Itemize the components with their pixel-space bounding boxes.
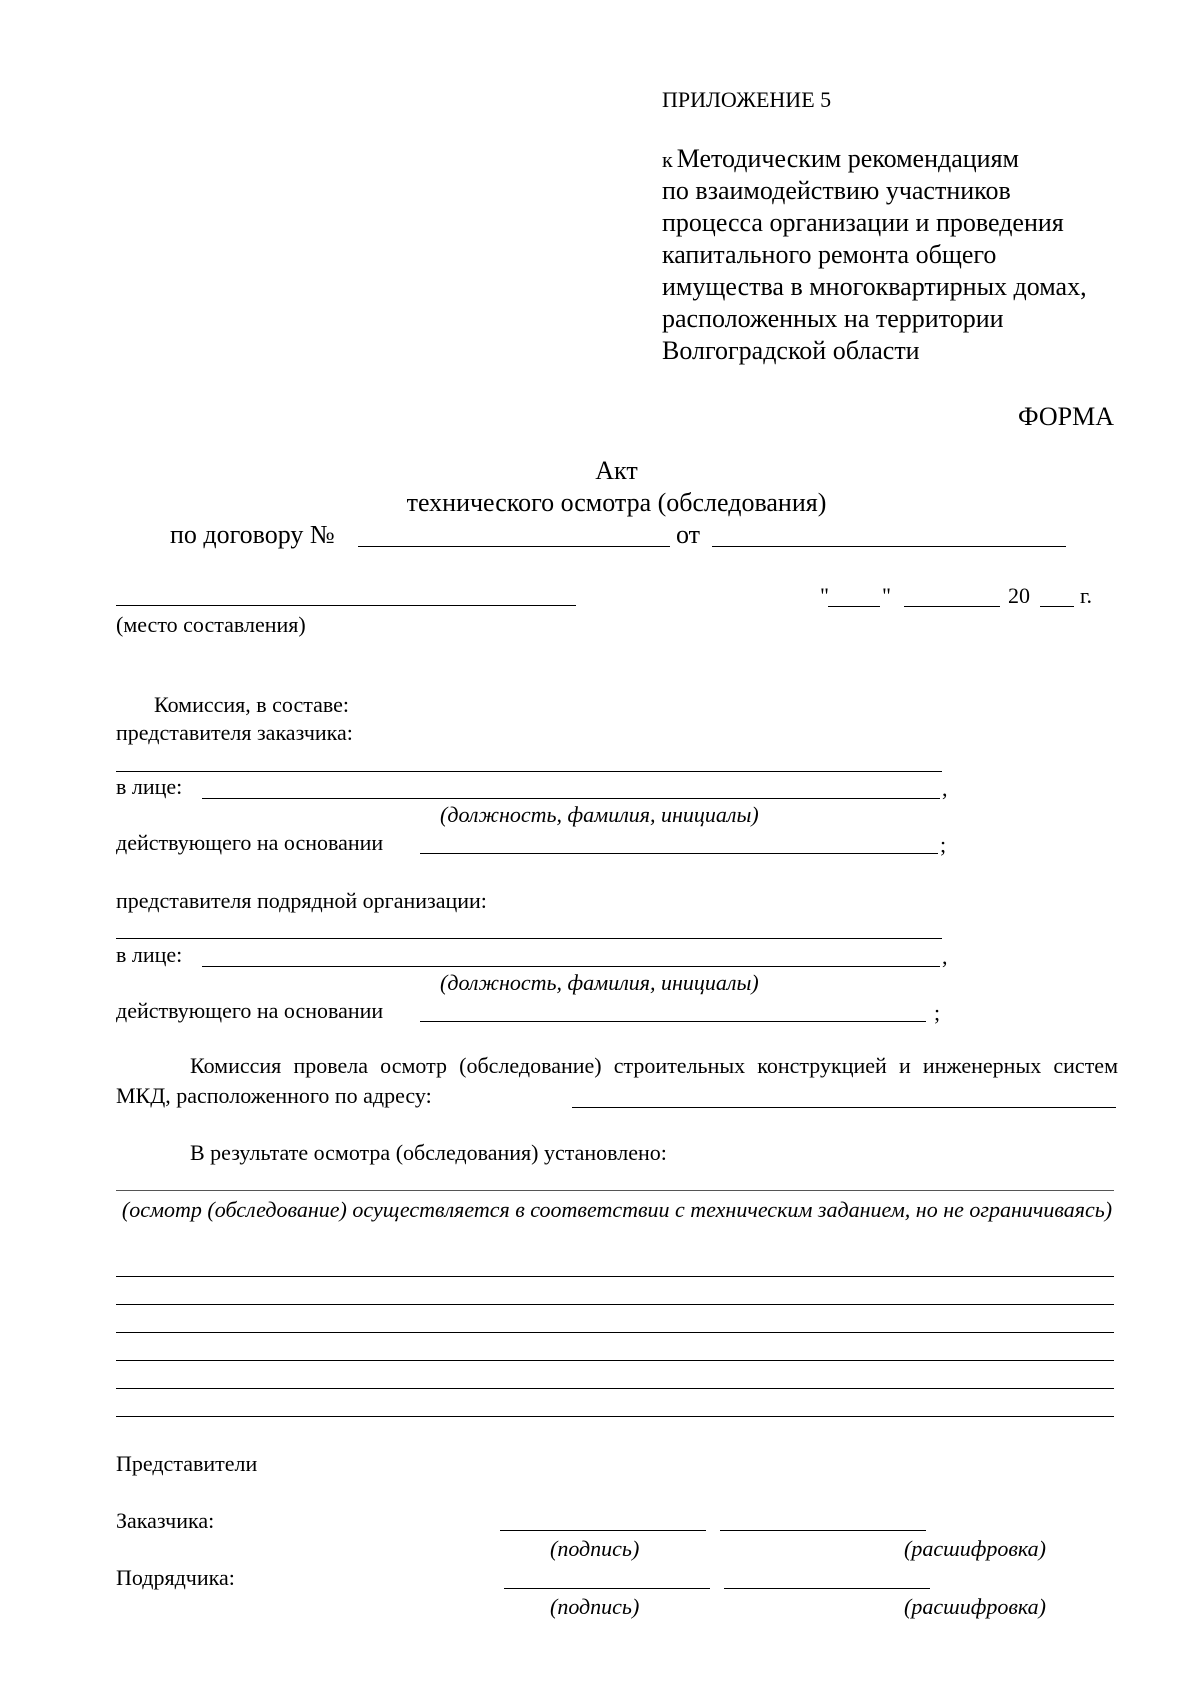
contractor-signature-label: Подрядчика: bbox=[116, 1565, 235, 1590]
result-line-3[interactable] bbox=[116, 1332, 1114, 1333]
contractor-decode-field[interactable] bbox=[724, 1588, 930, 1589]
date-quote-close: " bbox=[882, 583, 891, 608]
date-year-suffix: г. bbox=[1080, 583, 1093, 608]
contractor-person-comma: , bbox=[942, 944, 948, 969]
contractor-rep-label: представителя подрядной организации: bbox=[116, 888, 487, 913]
inspection-text: Комиссия провела осмотр (обследование) строительных конструкцией и инженерных систем МКД, расположенного по адресу: bbox=[116, 1053, 1118, 1108]
result-heading-line[interactable] bbox=[116, 1190, 1114, 1191]
appendix-title: ПРИЛОЖЕНИЕ 5 bbox=[662, 87, 832, 112]
customer-signature-label: Заказчика: bbox=[116, 1508, 215, 1533]
customer-decode-field[interactable] bbox=[720, 1530, 926, 1531]
customer-person-comma: , bbox=[942, 776, 948, 801]
appendix-line-3: процесса организации и проведения bbox=[662, 208, 1064, 237]
customer-signature-field[interactable] bbox=[500, 1530, 706, 1531]
act-subtitle: технического осмотра (обследования) bbox=[406, 488, 827, 517]
date-year-field[interactable] bbox=[1040, 606, 1074, 607]
customer-rep-label: представителя заказчика: bbox=[116, 720, 353, 745]
result-line-6[interactable] bbox=[116, 1416, 1114, 1417]
customer-decode-hint: (расшифровка) bbox=[904, 1536, 1046, 1561]
customer-position-hint: (должность, фамилия, инициалы) bbox=[440, 802, 759, 827]
contract-number-field[interactable] bbox=[358, 546, 670, 547]
address-field[interactable] bbox=[572, 1107, 1116, 1108]
contractor-basis-field[interactable] bbox=[420, 1021, 926, 1022]
contractor-position-hint: (должность, фамилия, инициалы) bbox=[440, 970, 759, 995]
place-caption: (место составления) bbox=[116, 612, 306, 637]
contractor-signature-hint: (подпись) bbox=[550, 1594, 640, 1619]
result-label: В результате осмотра (обследования) установлено: bbox=[190, 1140, 667, 1165]
appendix-line-1 bbox=[662, 146, 1019, 172]
contract-label: по договору № bbox=[170, 520, 335, 549]
date-day-field[interactable] bbox=[828, 606, 880, 607]
contractor-decode-hint: (расшифровка) bbox=[904, 1594, 1046, 1619]
customer-person-field[interactable] bbox=[202, 798, 940, 799]
date-year-prefix: 20 bbox=[1008, 583, 1030, 608]
appendix-k: к bbox=[662, 147, 673, 172]
date-month-field[interactable] bbox=[904, 606, 1000, 607]
customer-in-person-label: в лице: bbox=[116, 774, 183, 799]
result-line-5[interactable] bbox=[116, 1388, 1114, 1389]
customer-basis-field[interactable] bbox=[420, 853, 938, 854]
appendix-line-2: по взаимодействию участников bbox=[662, 176, 1011, 205]
act-title: Акт bbox=[595, 456, 638, 485]
result-line-2[interactable] bbox=[116, 1304, 1114, 1305]
appendix-line-6: расположенных на территории bbox=[662, 304, 1004, 333]
result-line-1[interactable] bbox=[116, 1276, 1114, 1277]
contractor-name-field[interactable] bbox=[116, 938, 942, 939]
date-quote-open: " bbox=[820, 583, 829, 608]
contractor-acting-label: действующего на основании bbox=[116, 998, 384, 1023]
contract-date-field[interactable] bbox=[712, 546, 1066, 547]
forma-label: ФОРМА bbox=[1018, 402, 1114, 431]
customer-basis-semicolon: ; bbox=[940, 832, 947, 857]
appendix-line-1-text: Методическим рекомендациям bbox=[676, 144, 1020, 173]
result-line-4[interactable] bbox=[116, 1360, 1114, 1361]
customer-acting-label: действующего на основании bbox=[116, 830, 384, 855]
contractor-in-person-label: в лице: bbox=[116, 942, 183, 967]
customer-name-field[interactable] bbox=[116, 771, 942, 772]
commission-intro: Комиссия, в составе: bbox=[154, 692, 350, 717]
contractor-basis-semicolon: ; bbox=[934, 1000, 941, 1025]
result-note: (осмотр (обследование) осуществляется в соответствии с техническим заданием, но не ограничиваясь) bbox=[121, 1197, 1113, 1222]
contractor-signature-field[interactable] bbox=[504, 1588, 710, 1589]
contractor-person-field[interactable] bbox=[202, 966, 940, 967]
appendix-line-7: Волгоградской области bbox=[662, 336, 920, 365]
customer-signature-hint: (подпись) bbox=[550, 1536, 640, 1561]
representatives-heading: Представители bbox=[116, 1451, 258, 1476]
from-label: от bbox=[676, 520, 701, 549]
appendix-line-4: капитального ремонта общего bbox=[662, 240, 997, 269]
appendix-line-5: имущества в многоквартирных домах, bbox=[662, 272, 1087, 301]
place-field[interactable] bbox=[116, 605, 576, 606]
